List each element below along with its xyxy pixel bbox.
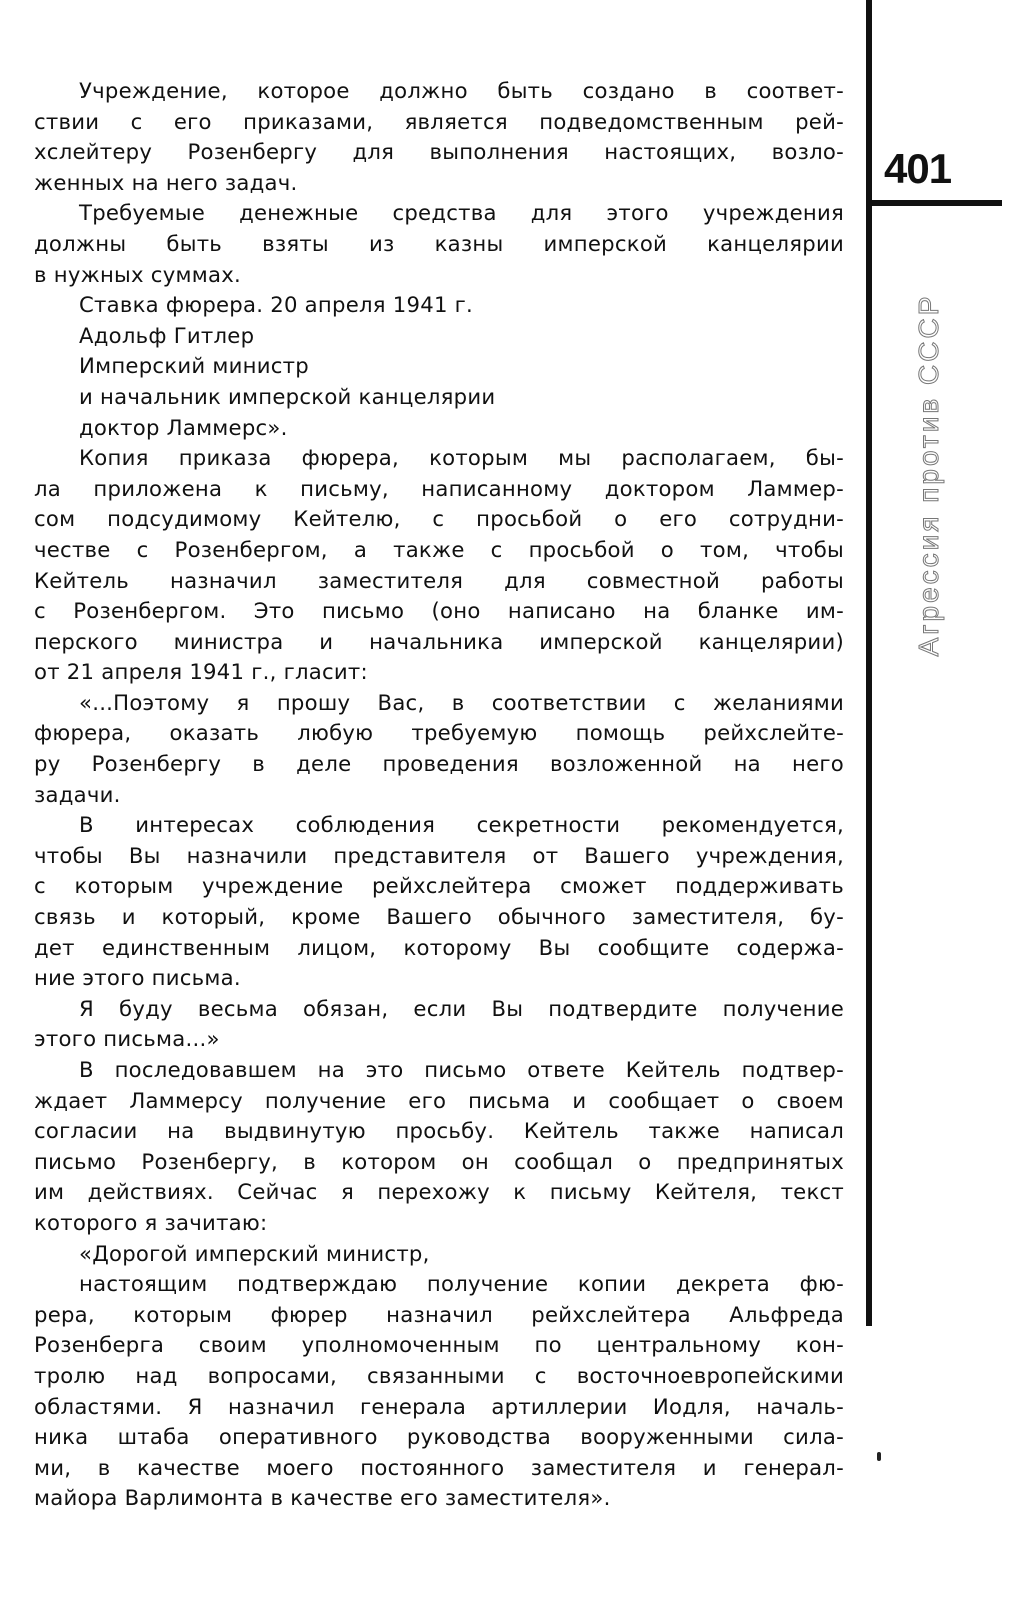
text-line: которого я зачитаю: xyxy=(34,1209,268,1235)
text-line: им действиях. Сейчас я перехожу к письму Кейтеля, текст xyxy=(34,1179,844,1205)
text-line: ру Розенбергу в деле проведения возложенной на него xyxy=(34,751,844,777)
text-line: ние этого письма. xyxy=(34,965,241,991)
text-line: и начальник имперской канцелярии xyxy=(79,383,496,409)
text-line: настоящим подтверждаю получение копии декрета фю- xyxy=(79,1271,844,1297)
text-line: сом подсудимому Кейтелю, с просьбой о его сотрудни- xyxy=(34,506,844,532)
text-line: фюрера, оказать любую требуемую помощь рейхслейте- xyxy=(34,720,844,746)
text-line: дет единственным лицом, которому Вы сообщите содержа- xyxy=(34,934,844,960)
text-line: Требуемые денежные средства для этого учреждения xyxy=(79,200,844,226)
text-line: Я буду весьма обязан, если Вы подтвердите получение xyxy=(79,995,844,1021)
text-line: ла приложена к письму, написанному доктором Ламмер- xyxy=(34,475,844,501)
text-line: с Розенбергом. Это письмо (оно написано на бланке им- xyxy=(34,598,844,624)
text-line: Копия приказа фюрера, которым мы располагаем, бы- xyxy=(79,445,844,471)
text-line: этого письма...» xyxy=(34,1026,220,1052)
text-line: «Дорогой имперский министр, xyxy=(79,1240,430,1266)
running-head-text: Агрессия против СССР xyxy=(913,293,944,657)
text-line: в нужных суммах. xyxy=(34,261,241,287)
vertical-rule xyxy=(866,0,872,1326)
text-line: Розенберга своим уполномоченным по центральному кон- xyxy=(34,1332,844,1358)
text-line: женных на него задач. xyxy=(34,169,298,195)
text-line: Имперский министр xyxy=(79,353,309,379)
text-line: Адольф Гитлер xyxy=(79,322,255,348)
text-line: хслейтеру Розенбергу для выполнения настоящих, возло- xyxy=(34,139,844,165)
text-line: ждает Ламмерсу получение его письма и сообщает о своем xyxy=(34,1087,844,1113)
text-line: с которым учреждение рейхслейтера сможет поддерживать xyxy=(34,873,844,899)
text-line: В интересах соблюдения секретности рекомендуется, xyxy=(79,812,844,838)
text-line: доктор Ламмерс». xyxy=(79,414,288,440)
text-line: «...Поэтому я прошу Вас, в соответствии с желаниями xyxy=(79,689,844,715)
text-line: ника штаба оперативного руководства вооруженными сила- xyxy=(34,1424,844,1450)
text-line: областями. Я назначил генерала артиллерии Иодля, началь- xyxy=(34,1393,844,1419)
text-line: Кейтель назначил заместителя для совместной работы xyxy=(34,567,844,593)
text-line: от 21 апреля 1941 г., гласит: xyxy=(34,659,368,685)
text-line: майора Варлимонта в качестве его заместителя». xyxy=(34,1485,611,1511)
page-number-underline xyxy=(872,200,1002,206)
text-line: В последовавшем на это письмо ответе Кейтель подтвер- xyxy=(79,1057,844,1082)
text-line: Ставка фюрера. 20 апреля 1941 г. xyxy=(79,292,474,318)
text-line: связь и который, кроме Вашего обычного заместителя, бу- xyxy=(34,904,844,930)
body-text xyxy=(34,76,844,1514)
text-line: рера, которым фюрер назначил рейхслейтера Альфреда xyxy=(34,1301,844,1327)
text-line: ствии с его приказами, является подведомственным рей- xyxy=(34,108,844,134)
text-line: ми, в качестве моего постоянного заместителя и генерал- xyxy=(34,1454,844,1480)
text-line: должны быть взяты из казны имперской канцелярии xyxy=(34,230,844,256)
page-number: 401 xyxy=(884,145,952,192)
text-line: согласии на выдвинутую просьбу. Кейтель также написал xyxy=(34,1118,844,1144)
text-line: перского министра и начальника имперской канцелярии) xyxy=(34,628,844,654)
running-head xyxy=(909,225,949,725)
text-line: Учреждение, которое должно быть создано в соответ- xyxy=(79,78,844,103)
text-line: тролю над вопросами, связанными с восточноевропейскими xyxy=(34,1362,844,1388)
text-line: чтобы Вы назначили представителя от Вашего учреждения, xyxy=(34,842,844,868)
margin-mark xyxy=(877,1452,881,1461)
text-line: письмо Розенбергу, в котором он сообщал о предпринятых xyxy=(34,1148,844,1174)
text-line: честве с Розенбергом, а также с просьбой о том, чтобы xyxy=(34,536,844,562)
text-line: задачи. xyxy=(34,781,121,807)
